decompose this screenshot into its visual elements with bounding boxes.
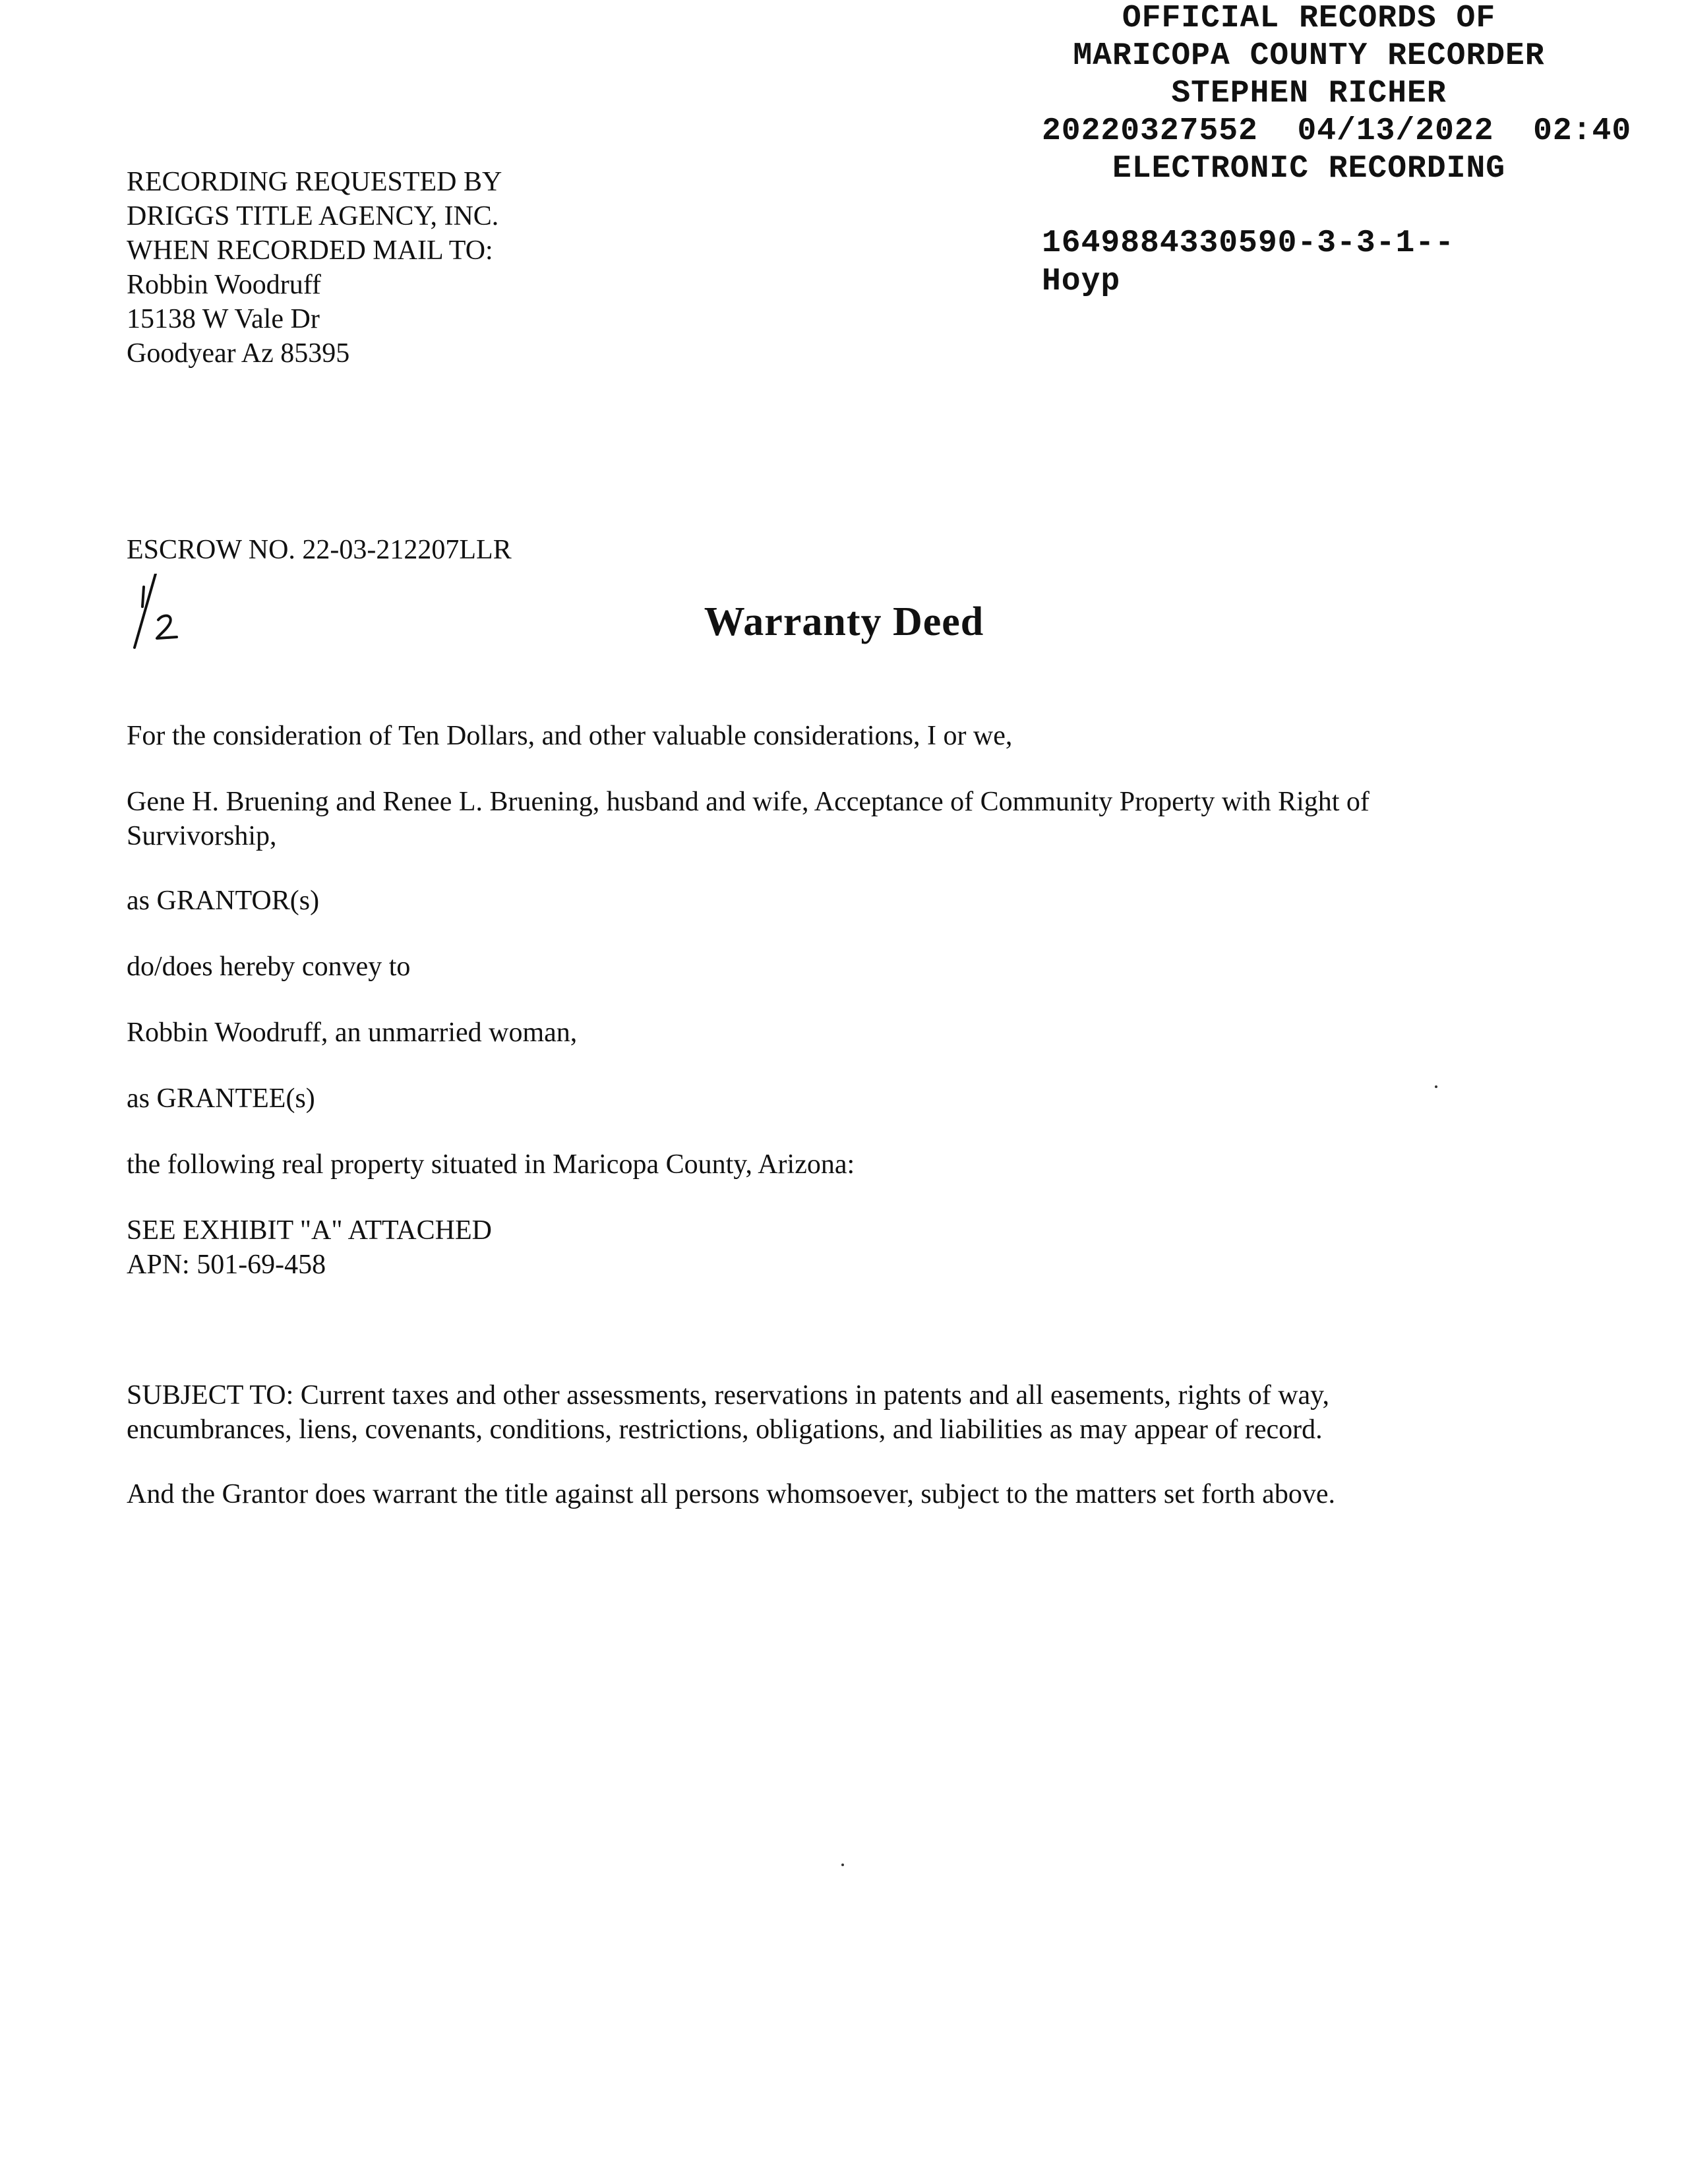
recording-requested-block [127,165,502,371]
operator-code: Hoyp [1042,264,1121,299]
scan-speck [841,1864,844,1866]
recording-requested-label: RECORDING REQUESTED BY [127,167,502,197]
grantors-line-2: Survivorship, [127,821,277,851]
subject-to-line-1: SUBJECT TO: Current taxes and other assessments, reservations in patents and all easements, rights of way, [127,1380,1329,1410]
stamp-line-recorder-name: STEPHEN RICHER [1171,76,1447,111]
grantee-name: Robbin Woodruff, an unmarried woman, [127,1017,578,1048]
grantors-paragraph [127,785,1485,853]
mail-to-street: 15138 W Vale Dr [127,304,320,334]
stamp-line-county-recorder: MARICOPA COUNTY RECORDER [1073,38,1545,74]
subject-to-paragraph [127,1378,1485,1447]
subject-to-line-2: encumbrances, liens, covenants, conditions, restrictions, obligations, and liabilities as may appear of record. [127,1414,1323,1445]
escrow-number: ESCROW NO. 22-03-212207LLR [127,535,512,565]
stamp-line-electronic-recording: ELECTRONIC RECORDING [1112,151,1506,187]
warranty-paragraph: And the Grantor does warrant the title against all persons whomsoever, subject to the matters set forth above. [127,1479,1335,1509]
recording-codes [1042,224,1455,301]
convey-statement: do/does hereby convey to [127,952,411,982]
title-agency-name: DRIGGS TITLE AGENCY, INC. [127,201,499,231]
mail-to-name: Robbin Woodruff [127,270,321,300]
mail-to-label: WHEN RECORDED MAIL TO: [127,235,493,266]
document-title: Warranty Deed [704,599,984,644]
property-location: the following real property situated in Maricopa County, Arizona: [127,1149,855,1180]
mail-to-city: Goodyear Az 85395 [127,338,350,369]
as-grantor-label: as GRANTOR(s) [127,886,320,916]
as-grantee-label: as GRANTEE(s) [127,1083,315,1114]
official-records-stamp [1042,0,1675,188]
document-code: 1649884330590-3-3-1-- [1042,226,1455,261]
exhibit-block [127,1213,1485,1282]
grantors-line-1: Gene H. Bruening and Renee L. Bruening, husband and wife, Acceptance of Community Property with Right of [127,787,1370,817]
apn-number: APN: 501-69-458 [127,1250,326,1280]
stamp-line-official-records: OFFICIAL RECORDS OF [1122,1,1496,36]
stamp-line-record-number-date: 20220327552 04/13/2022 02:40 [1042,113,1632,149]
exhibit-reference: SEE EXHIBIT "A" ATTACHED [127,1215,492,1246]
scan-speck [1435,1085,1437,1088]
consideration-paragraph: For the consideration of Ten Dollars, and other valuable considerations, I or we, [127,721,1013,751]
